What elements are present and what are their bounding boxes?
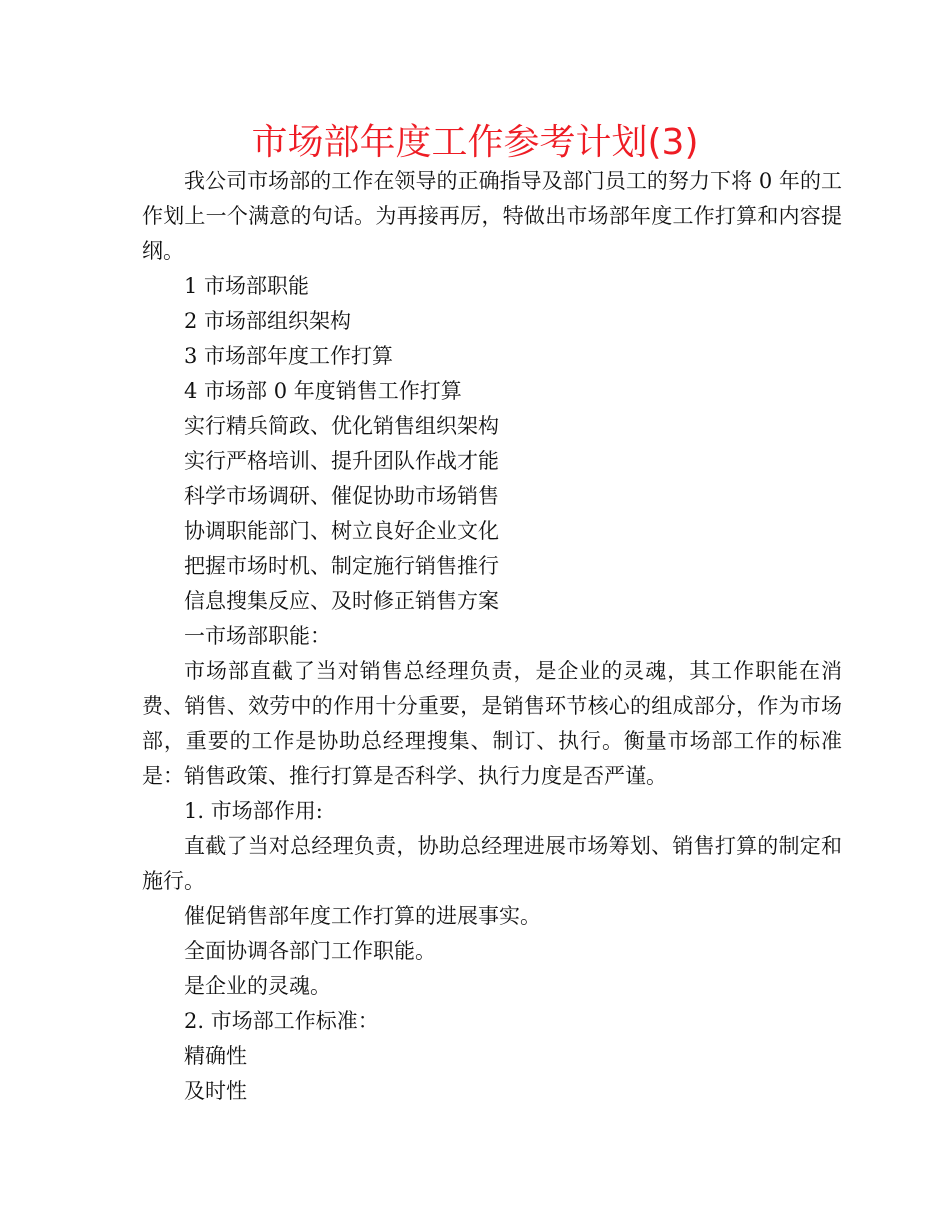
outline-item: 2 市场部组织架构 [184,309,352,333]
list-item: 是企业的灵魂。 [184,974,331,998]
document-title: 市场部年度工作参考计划(3) [251,122,699,163]
subsection-heading: 1. 市场部作用: [184,799,323,823]
strategy-item: 信息搜集反应、及时修正销售方案 [184,589,499,613]
strategy-item: 科学市场调研、催促协助市场销售 [184,484,499,508]
list-item: 催促销售部年度工作打算的进展事实。 [184,904,541,928]
list-item: 全面协调各部门工作职能。 [184,939,436,963]
body-paragraph: 市场部直截了当对销售总经理负责，是企业的灵魂，其工作职能在消费、销售、效劳中的作用十分重要，是销售环节核心的组成部分，作为市场部，重要的工作是协助总经理搜集、制订、执行。衡量市场部工作的标准是：销售政策、推行打算是否科学、执行力度是否严谨。 [142,659,842,788]
intro-paragraph: 我公司市场部的工作在领导的正确指导及部门员工的努力下将 0 年的工作划上一个满意的句话。为再接再厉，特做出市场部年度工作打算和内容提纲。 [142,169,842,263]
outline-item: 3 市场部年度工作打算 [184,344,394,368]
section-heading: 一市场部职能： [184,624,331,648]
list-item: 及时性 [184,1079,247,1103]
strategy-item: 协调职能部门、树立良好企业文化 [184,519,499,543]
document-body [142,164,842,1109]
outline-item: 4 市场部 0 年度销售工作打算 [184,379,462,403]
body-paragraph: 直截了当对总经理负责，协助总经理进展市场筹划、销售打算的制定和施行。 [142,834,842,893]
list-item: 精确性 [184,1044,247,1068]
strategy-item: 把握市场时机、制定施行销售推行 [184,554,499,578]
outline-item: 1 市场部职能 [184,274,310,298]
subsection-heading: 2. 市场部工作标准： [184,1009,379,1033]
strategy-item: 实行精兵简政、优化销售组织架构 [184,414,499,438]
strategy-item: 实行严格培训、提升团队作战才能 [184,449,499,473]
